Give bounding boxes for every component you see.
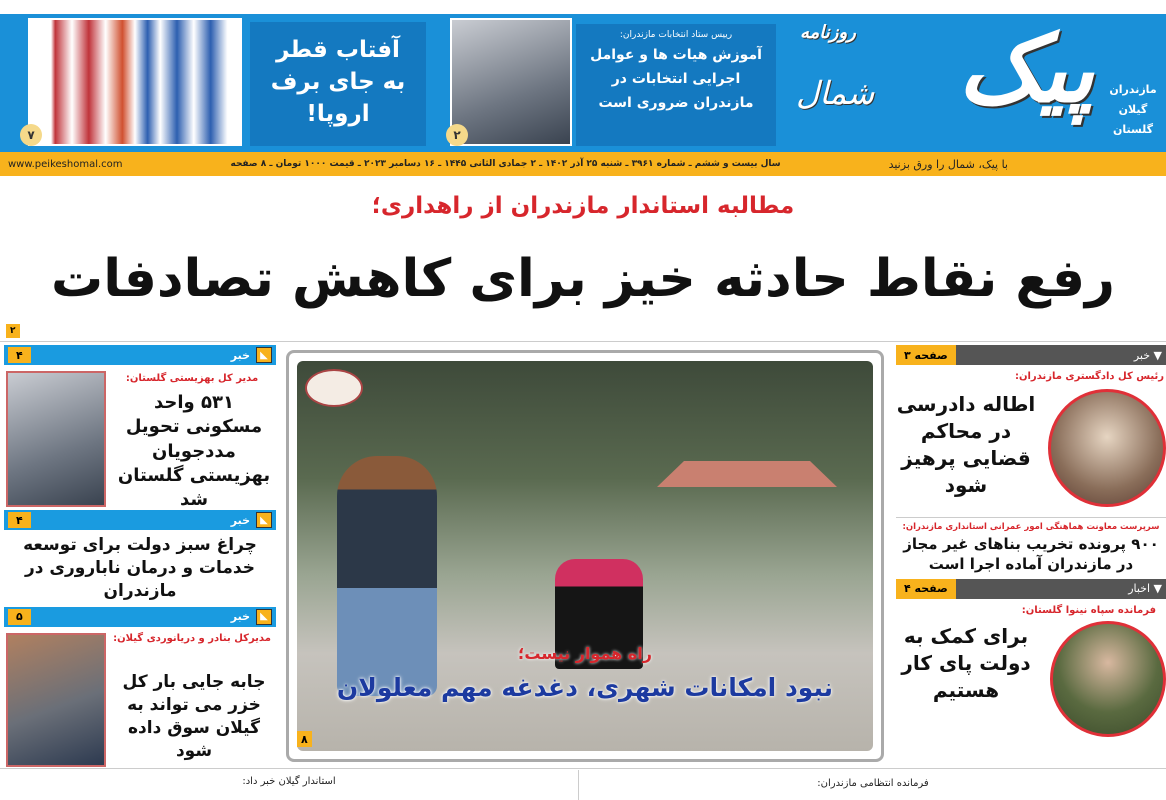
issue-info: سال بیست و ششم ـ شماره ۳۹۶۱ ـ شنبه ۲۵ آذر ۱۴۰۲ ـ ۲ جمادی الثانی ۱۴۴۵ ـ ۱۶ دسامبر ۲۰۲۳ ـ قیمت ۱۰۰۰ تومان ـ ۸ صفحه [230,158,781,169]
website-link[interactable]: www.peikeshomal.com [8,158,123,170]
section-label: ▼ اخبار [1128,582,1162,595]
news-item[interactable] [896,599,1166,739]
election-kicker: رییس ستاد انتخابات مازندران: [619,30,733,40]
news-headline: اطاله دادرسی در محاکم قضایی پرهیز شود [896,392,1036,497]
story-kicker: راه هموار نیست؛ [518,644,652,663]
news-headline: ۵۳۱ واحد مسکونی تحویل مددجویان بهزیستی گلستان شد [117,392,271,511]
news-photo [1050,621,1166,737]
logo-main: پیک [958,15,1094,123]
story-page-badge: ۸ [297,731,312,747]
election-page-badge: ۲ [446,124,468,146]
section-label: خبر [230,513,250,527]
news-headline: جابه جایی بار کل خزر می تواند به گیلان سوق داده شود [122,671,266,761]
section-bar [896,345,1166,365]
news-item[interactable] [4,365,276,510]
page-badge: ۴ [8,512,31,528]
election-headline-box[interactable] [576,24,776,146]
section-icon: ◣ [256,347,272,363]
divider [0,341,1166,342]
sports-headline-line: به جای برف [270,69,406,96]
region-label: گلستان [1112,122,1154,136]
election-photo[interactable] [450,18,572,146]
election-headline-line: آموزش هیات ها و عوامل [590,47,762,63]
news-photo [6,633,106,767]
divider [578,770,579,800]
section-bar [4,510,276,530]
center-photo-story[interactable] [286,350,884,762]
gazebo [657,461,837,487]
section-bar [4,607,276,627]
sports-photo[interactable] [28,18,242,146]
section-label: خبر [230,348,250,362]
slogan: با پیک، شمال را ورق بزنید [888,157,1008,171]
news-headline[interactable]: ۹۰۰ پرونده تخریب بناهای غیر مجاز در مازندران آماده اجرا است [903,535,1159,574]
page-badge: ۴ [8,347,31,363]
section-label: خبر [230,610,250,624]
story-headline: نبود امکانات شهری، دغدغه مهم معلولان [336,673,834,702]
sports-headline-box[interactable] [250,22,426,146]
left-column [4,345,276,765]
bottom-kicker: استاندار گیلان خبر داد: [242,776,336,787]
election-headline-line: مازندران ضروری است [598,94,754,111]
region-label: گیلان [1118,102,1148,116]
section-icon: ◣ [256,512,272,528]
news-kicker: فرمانده سپاه نینوا گلستان: [1021,604,1156,616]
region-label: مازندران [1109,83,1157,96]
story-photo [297,361,873,751]
page-badge: ۵ [8,609,31,625]
news-headline[interactable]: چراغ سبز دولت برای توسعه خدمات و درمان ناباروری در مازندران [23,535,257,601]
page-badge: صفحه ۴ [896,579,956,599]
section-label: ▼ خبر [1133,348,1162,362]
sports-headline-line: آفتاب قطر [276,37,400,63]
right-column [896,345,1166,765]
lead-headline[interactable]: رفع نقاط حادثه خیز برای کاهش تصادفات [51,249,1115,309]
section-bar [896,579,1166,599]
news-kicker: مدیرکل بنادر و دریانوردی گیلان: [113,632,271,644]
lead-kicker: مطالبه استاندار مازندران از راهداری؛ [371,193,795,219]
sports-headline-line: اروپا! [306,101,370,128]
news-photo [1048,389,1166,507]
issue-strip [0,152,1166,176]
news-item[interactable] [4,627,276,772]
logo-sub: شمال [796,74,875,112]
news-photo [6,371,106,507]
section-bar [4,345,276,365]
bottom-kicker: فرمانده انتظامی مازندران: [817,778,929,789]
news-kicker: سرپرست معاونت هماهنگی امور عمرانی استانداری مازندران: [902,522,1160,532]
sports-page-badge: ۷ [20,124,42,146]
section-icon: ◣ [256,609,272,625]
stamp-icon [305,369,363,407]
page-badge: صفحه ۳ [896,345,956,365]
lead-page-badge: ۲ [6,324,20,338]
logo-top: روزنامه [800,22,856,43]
election-headline-line: اجرایی انتخابات در [611,70,741,87]
divider [0,768,1166,769]
news-kicker: مدیر کل بهزیستی گلستان: [125,373,259,384]
masthead [0,14,1166,152]
news-headline: برای کمک به دولت پای کار هستیم [901,623,1031,702]
news-item[interactable] [896,365,1166,518]
newspaper-logo[interactable] [790,14,1100,152]
news-kicker: رئیس کل دادگستری مازندران: [1014,371,1164,382]
regions [1104,80,1162,139]
